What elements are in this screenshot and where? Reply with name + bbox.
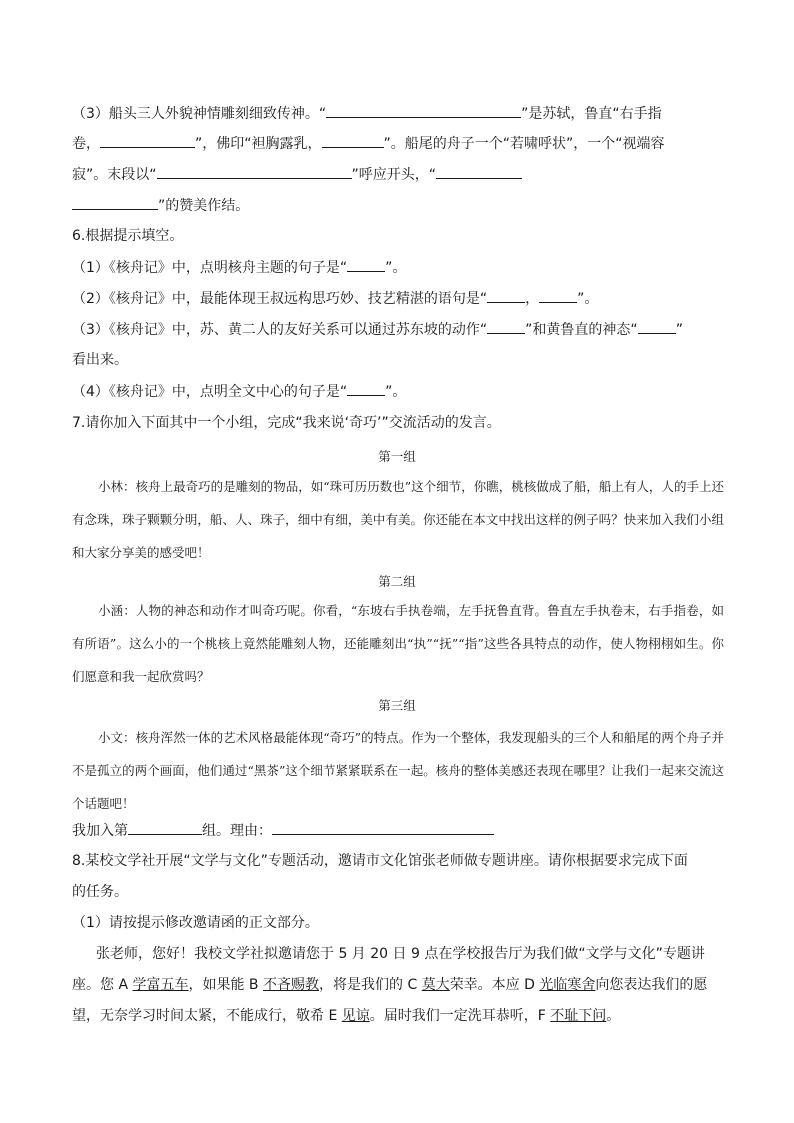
q5-line-2: 卷， ”，佛印“袒胸露乳， ”。船尾的舟子一个“若啸呼状”，一个“视端容 bbox=[72, 133, 730, 154]
group-1-text: 小林：核舟上最奇巧的是雕刻的物品，如“珠可历历数也”这个细节，你瞧，桃核做成了船，船上有人，人的手上还有念珠，珠子颗颗分明，船、人、珠子，细中有细，美中有美。你还能在本文中找出这样的例子吗？快来加入我们小组和大家分享美的感受吧！ bbox=[72, 479, 724, 560]
q6-item-2: （2）《核舟记》中，最能体现王叔远构思巧妙、技艺精湛的语句是“ ， ”。 bbox=[72, 288, 730, 309]
answer-blank[interactable] bbox=[157, 164, 352, 179]
q8-subtask-1: （1）请按提示修改邀请函的正文部分。 bbox=[72, 915, 319, 931]
answer-blank[interactable] bbox=[487, 319, 525, 334]
answer-blank[interactable] bbox=[72, 195, 158, 210]
answer-blank[interactable] bbox=[326, 103, 521, 118]
group-2-heading: 第二组 bbox=[378, 574, 416, 589]
phrase-D: 光临寒舍 bbox=[539, 977, 596, 993]
q6-item-1: （1）《核舟记》中，点明核舟主题的句子是“ ”。 bbox=[72, 257, 730, 278]
q6-title: 6.根据提示填空。 bbox=[72, 228, 184, 244]
answer-blank[interactable] bbox=[638, 319, 676, 334]
q5-line-1: （3）船头三人外貌神情雕刻细致传神。“ ”是苏轼，鲁直“右手指 bbox=[72, 103, 730, 124]
q5-line-3: 寂”。末段以“ ”呼应开头，“ bbox=[72, 164, 730, 185]
phrase-A: 学富五车 bbox=[132, 977, 189, 993]
q6-item-3-cont: 看出来。 bbox=[72, 352, 128, 368]
answer-blank[interactable] bbox=[322, 133, 384, 148]
phrase-F: 不耻下问 bbox=[550, 1008, 607, 1024]
q6-item-3: （3）《核舟记》中，苏、黄二人的友好关系可以通过苏东坡的动作“ ”和黄鲁直的神态“ ” bbox=[72, 319, 730, 340]
q6-item-4: （4）《核舟记》中，点明全文中心的句子是“ ”。 bbox=[72, 381, 730, 402]
invitation-line-3: 望，无奈学习时间太紧，不能成行，敬希 E 见谅。届时我们一定洗耳恭听，F 不耻下问。 bbox=[72, 1008, 621, 1024]
group-2-text: 小涵：人物的神态和动作才叫奇巧呢。你看，“东坡右手执卷端，左手抚鲁直背。鲁直左手执卷末，右手指卷，如有所语”。这么小的一个桃核上竟然能雕刻人物，还能雕刻出“执”“抚”“指”这些各具特点的动作，使人物栩栩如生。你们愿意和我一起欣赏吗？ bbox=[72, 603, 724, 684]
answer-blank[interactable] bbox=[539, 288, 577, 303]
q7-title: 7.请你加入下面其中一个小组，完成“我来说‘奇巧’”交流活动的发言。 bbox=[72, 415, 501, 431]
q8-title-line-1: 8.某校文学社开展“文学与文化”专题活动，邀请市文化馆张老师做专题讲座。请你根据要求完成下面 bbox=[72, 853, 688, 869]
group-number-blank[interactable] bbox=[128, 820, 202, 835]
reason-blank[interactable] bbox=[272, 820, 494, 835]
answer-blank[interactable] bbox=[436, 164, 522, 179]
q5-line-4: ”的赞美作结。 bbox=[72, 195, 730, 216]
invitation-line-1: 张老师，您好！我校文学社拟邀请您于 5 月 20 日 9 点在学校报告厅为我们做“文学与文化”专题讲 bbox=[96, 946, 705, 962]
phrase-B: 不吝赐教 bbox=[263, 977, 319, 993]
q8-title-line-2: 的任务。 bbox=[72, 884, 128, 900]
group-3-text: 小文：核舟浑然一体的艺术风格最能体现“奇巧”的特点。作为一个整体，我发现船头的三个人和船尾的两个舟子并不是孤立的两个画面，他们通过“黑茶”这个细节紧紧联系在一起。核舟的整体美感还表现在哪里？让我们一起来交流这个话题吧！ bbox=[72, 730, 724, 811]
phrase-E: 见谅 bbox=[341, 1008, 370, 1024]
answer-blank[interactable] bbox=[487, 288, 525, 303]
join-group-line: 我加入第 组。理由： bbox=[72, 820, 730, 841]
group-1-heading: 第一组 bbox=[378, 449, 416, 464]
answer-blank[interactable] bbox=[347, 257, 385, 272]
phrase-C: 莫大 bbox=[421, 977, 450, 993]
group-3-heading: 第三组 bbox=[378, 698, 416, 713]
invitation-line-2: 座。您 A 学富五车，如果能 B 不吝赐教，将是我们的 C 莫大荣幸。本应 D 光临寒舍向您表达我们的愿 bbox=[72, 977, 708, 993]
answer-blank[interactable] bbox=[347, 381, 385, 396]
answer-blank[interactable] bbox=[100, 133, 195, 148]
